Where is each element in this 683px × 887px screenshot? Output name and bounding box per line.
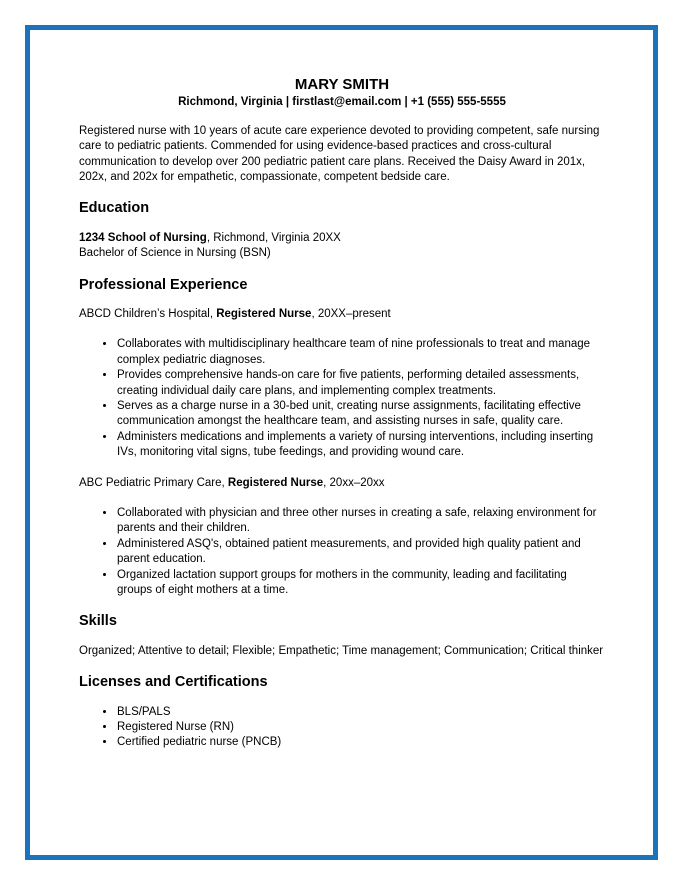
candidate-name: MARY SMITH (294, 76, 390, 93)
summary-paragraph: Registered nurse with 10 years of acute care experience devoted to providing competent, safe nursing care to pediatric patients. Commended for using evidence-based practices and cross-cultural communication to develop over 200 pediatric patient care plans. Received the Daisy Award in 201x, 202x, and 202x for empathetic, compassionate, competent bedside care. (79, 124, 600, 183)
job-dates: , 20XX–present (311, 307, 391, 320)
school-location: , Richmond, Virginia 20XX (206, 231, 341, 244)
job-dates: , 20xx–20xx (323, 476, 385, 489)
bullet-item: • Serves as a charge nurse in a 30-bed unit, creating nurse assignments, facilitating effective communication amongst the healthcare team, and assisting nurses in safe, quality care. (116, 399, 605, 430)
job-bullet-list (79, 337, 605, 460)
job-employer: ABCD Children’s Hospital, (79, 307, 217, 320)
education-entry (79, 231, 605, 262)
job-header-line (79, 307, 605, 322)
education-school-line (79, 231, 605, 246)
bullet-item: • Collaborates with multidisciplinary healthcare team of nine professionals to treat and manage complex pediatric diagnoses. (116, 337, 605, 368)
bullet-item: • Organized lactation support groups for mothers in the community, leading and facilitating groups of eight mothers at a time. (116, 568, 605, 599)
contact-line: Richmond, Virginia | firstlast@email.com | +1 (555) 555-5555 (178, 95, 506, 108)
skills-paragraph: Organized; Attentive to detail; Flexible; Empathetic; Time management; Communication; Critical thinker (79, 644, 604, 657)
job-title: Registered Nurse (216, 307, 312, 320)
bullet-item: • Administers medications and implements a variety of nursing interventions, including inserting IVs, monitoring vital signs, tube feedings, and providing wound care. (116, 430, 605, 461)
bullet-item: • BLS/PALS (116, 705, 605, 720)
bullet-item: • Registered Nurse (RN) (116, 720, 605, 735)
bullet-item: • Collaborated with physician and three other nurses in creating a safe, relaxing environment for parents and their children. (116, 506, 605, 537)
section-heading-experience: Professional Experience (79, 276, 248, 293)
licenses-list (79, 705, 605, 751)
resume-content (30, 30, 653, 751)
bullet-item: • Provides comprehensive hands-on care for five patients, performing detailed assessments, creating individual daily care plans, and implementing complex treatments. (116, 368, 605, 399)
bullet-item: • Administered ASQ's, obtained patient measurements, and provided high quality patient and parent education. (116, 537, 605, 568)
resume-page (25, 25, 658, 860)
job-title: Registered Nurse (227, 476, 324, 489)
school-name: 1234 School of Nursing (79, 231, 207, 244)
section-heading-licenses: Licenses and Certifications (79, 674, 268, 691)
bullet-item: • Certified pediatric nurse (PNCB) (116, 735, 605, 750)
job-employer: ABC Pediatric Primary Care, (79, 476, 228, 489)
job-bullet-list (79, 506, 605, 598)
education-degree: Bachelor of Science in Nursing (BSN) (79, 247, 271, 260)
section-heading-education: Education (79, 200, 150, 217)
section-heading-skills: Skills (79, 613, 117, 630)
job-header-line (79, 476, 605, 491)
